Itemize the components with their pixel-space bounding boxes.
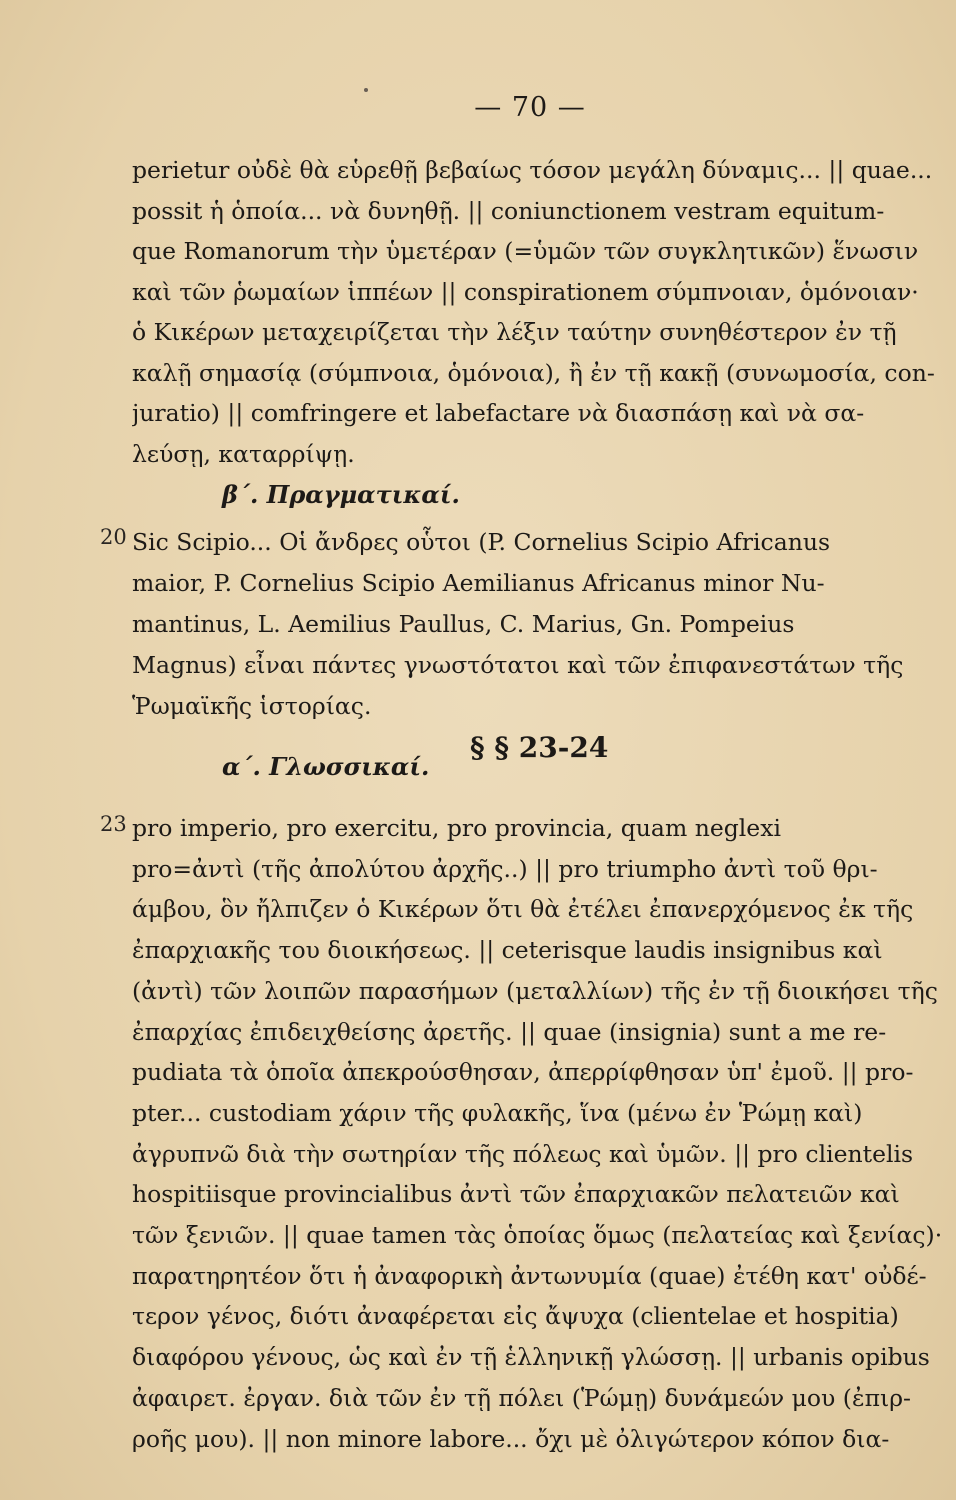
text-line: Sic Scipio... Οἱ ἄνδρες οὗτοι (P. Cornelius Scipio Africanus — [132, 528, 831, 556]
text-line: pudiata τὰ ὁποῖα ἀπεκρούσθησαν, ἀπερρίφθησαν ὑπ' ἐμοῦ. || pro- — [132, 1058, 914, 1087]
commentary-paragraph-2 — [132, 522, 950, 727]
page-number: — 70 — — [474, 92, 586, 123]
text-line: maior, P. Cornelius Scipio Aemilianus Africanus minor Nu- — [132, 569, 825, 597]
ink-spot — [364, 88, 368, 92]
text-line: ἀγρυπνῶ διὰ τὴν σωτηρίαν τῆς πόλεως καὶ ὑμῶν. || pro clientelis — [132, 1139, 914, 1168]
text-line: παρατηρητέον ὅτι ἡ ἀναφορικὴ ἀντωνυμία (quae) ἐτέθη κατ' οὐδέ- — [132, 1261, 927, 1290]
text-line: καλῇ σημασίᾳ (σύμπνοια, ὁμόνοια), ἢ ἐν τῇ κακῇ (συνωμοσία, con- — [132, 358, 935, 387]
text-line: que Romanorum τὴν ὑμετέραν (=ὑμῶν τῶν συγκλητικῶν) ἕνωσιν — [132, 237, 919, 265]
text-line: ἐπαρχίας ἐπιδειχθείσης ἀρετῆς. || quae (insignia) sunt a me re- — [132, 1017, 887, 1046]
text-line: possit ἡ ὁποία... νὰ δυνηθῇ. || coniunctionem vestram equitum- — [132, 196, 885, 225]
text-line: perietur οὐδὲ θὰ εὑρεθῇ βεβαίως τόσον μεγάλη δύναμις... || quae... — [132, 156, 933, 184]
text-line: διαφόρου γένους, ὡς καὶ ἐν τῇ ἑλληνικῇ γλώσσῃ. || urbanis opibus — [132, 1343, 930, 1372]
margin-line-number: 23 — [100, 812, 127, 836]
section-heading-a: α΄. Γλωσσικαί. — [222, 752, 430, 781]
commentary-paragraph-1 — [132, 150, 950, 474]
text-line: ὁ Κικέρων μεταχειρίζεται τὴν λέξιν ταύτην συνηθέστερον ἐν τῇ — [132, 318, 897, 346]
text-line: ἐπαρχιακῆς του διοικήσεως. || ceterisque laudis insignibus καὶ — [132, 936, 883, 965]
text-line: ἀφαιρετ. ἐργαν. διὰ τῶν ἐν τῇ πόλει (Ῥώμῃ) δυνάμεών μου (ἐπιρ- — [132, 1383, 911, 1412]
text-line: hospitiisque provincialibus ἀντὶ τῶν ἐπαρχιακῶν πελατειῶν καὶ — [132, 1180, 900, 1209]
text-line: mantinus, L. Aemilius Paullus, C. Marius, Gn. Pompeius — [132, 610, 795, 638]
text-line: pro imperio, pro exercitu, pro provincia, quam neglexi — [132, 814, 781, 842]
text-line: pro=ἀντὶ (τῆς ἀπολύτου ἀρχῆς..) || pro triumpho ἀντὶ τοῦ θρι- — [132, 854, 878, 883]
text-line: καὶ τῶν ῥωμαίων ἱππέων || conspirationem σύμπνοιαν, ὁμόνοιαν· — [132, 277, 919, 306]
text-line: juratio) || comfringere et labefactare νὰ διασπάσῃ καὶ νὰ σα- — [132, 399, 865, 427]
text-line: ροῆς μου). || non minore labore... ὄχι μὲ ὀλιγώτερον κόπον δια- — [132, 1424, 890, 1453]
text-line: λεύσῃ, καταρρίψῃ. — [132, 439, 355, 468]
text-line: (ἀντὶ) τῶν λοιπῶν παρασήμων (μεταλλίων) τῆς ἐν τῇ διοικήσει τῆς — [132, 976, 938, 1005]
text-line: Ῥωμαϊκῆς ἱστορίας. — [132, 692, 372, 720]
text-line: pter... custodiam χάριν τῆς φυλακῆς, ἵνα (μένω ἐν Ῥώμῃ καὶ) — [132, 1098, 863, 1127]
section-heading-b: β΄. Πραγματικαί. — [222, 480, 460, 509]
text-line: τῶν ξενιῶν. || quae tamen τὰς ὁποίας ὅμως (πελατείας καὶ ξενίας)· — [132, 1221, 943, 1250]
section-mark: § § 23-24 — [470, 731, 609, 764]
text-line: Magnus) εἶναι πάντες γνωστότατοι καὶ τῶν ἐπιφανεστάτων τῆς — [132, 651, 904, 679]
commentary-paragraph-3 — [132, 808, 950, 1459]
text-line: άμβου, ὃν ἤλπιζεν ὁ Κικέρων ὅτι θὰ ἐτέλει ἐπανερχόμενος ἐκ τῆς — [132, 895, 914, 924]
margin-line-number: 20 — [100, 525, 127, 549]
text-line: τερον γένος, διότι ἀναφέρεται εἰς ἄψυχα (clientelae et hospitia) — [132, 1302, 899, 1331]
